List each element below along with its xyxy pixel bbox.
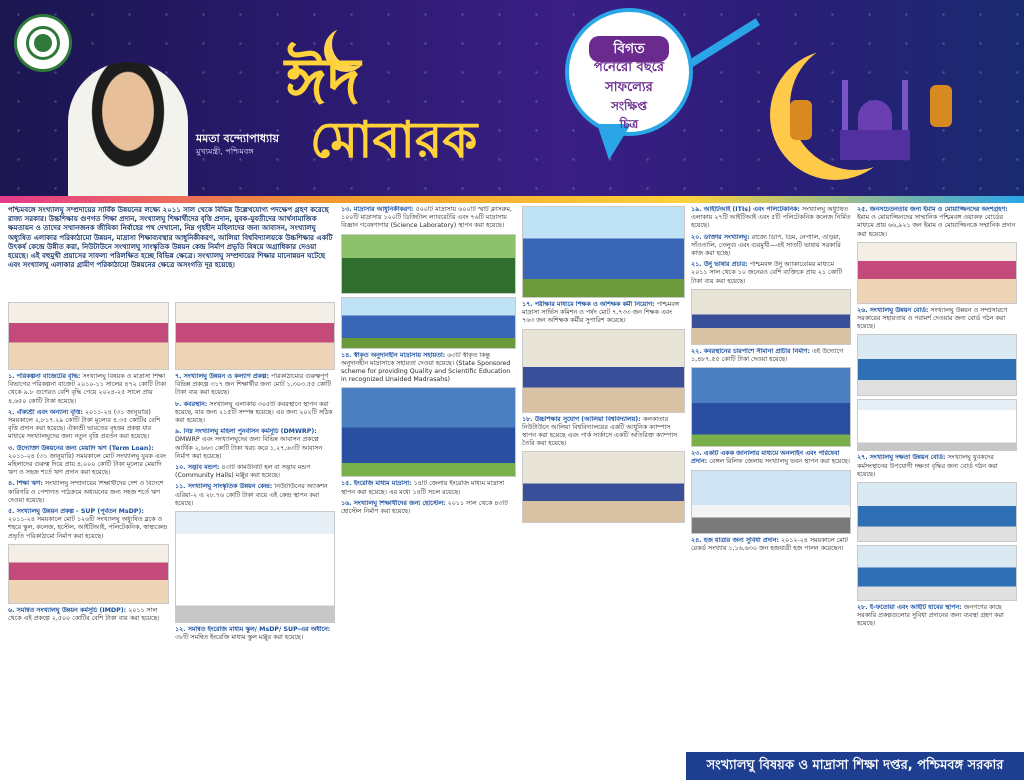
department-footer: সংখ্যালঘু বিষয়ক ও মাদ্রাসা শিক্ষা দপ্তর, পশ্চিমবঙ্গ সরকার (686, 752, 1024, 780)
article-paragraph: ৩. উদ্যোক্তা উন্নয়নের জন্য মেয়াদি ঋণ (Term Loan): ২০১১-২৪ (৩১ জানুয়ারি) সময়কালে মোট সংখ্যালঘু যুবক এবং মহিলাদের গুরুত্ব দিয়ে প্রায় ৪,০০০ কোটি টাকা মূল্যের মেয়াদি ঋণ ও সহজ শর্তে ঋণ প্রদান করা হয়েছে। (8, 444, 166, 477)
leader-name: মমতা বন্দ্যোপাধ্যায় (196, 132, 279, 145)
article-paragraph: ১২. সমন্বিত ইংরেজি মাধ্যম স্কুল/ MsDP/ SUP-এর অধীনে: ৩৮টি সমন্বিত ইংরেজি মাধ্যম স্কুল মঞ্জুর করা হয়েছে। (175, 626, 331, 642)
column-5 (691, 206, 851, 750)
bubble-line-4: সংক্ষিপ্ত (610, 99, 648, 113)
intro-block (8, 206, 335, 298)
photo-school-building (522, 206, 685, 298)
banner (0, 0, 1024, 203)
photo-students-at-desks (691, 289, 851, 345)
photo-cultural-centre-building (175, 511, 335, 623)
article-paragraph: ২০. ডাক্তার সংখ্যালঘু: রাজ্যে ডিপি, ডিম, নেপালি, ওড়িয়া, সাঁওতালি, তেলুগু এবং গুরমুখী—এই সাতটি ভাষায় সরকারি কাজ করা হচ্ছে। (691, 233, 841, 258)
greeting-line-2: মোবারক (310, 110, 478, 169)
article-paragraph: ৫. সংখ্যালঘু উন্নয়ন প্রকল্প - SUP (পূর্বতন MsDP): ২০১১-২৪ সময়কালে মোট ১২৬টি সংখ্যালঘু অধ্যুষিত ব্লকে ও শহরে স্কুল, কলেজ, হস্টেল, আইটিআই, পলিটেকনিক, স্বাস্থ্যকেন্দ্র প্রভৃতি পরিকাঠামো নির্মাণ করা হয়েছে। (8, 508, 168, 540)
bubble-line-3: সাফল্যের (605, 80, 653, 95)
article-paragraph: ২৩. একটি একক জানালার মাধ্যমে অনলাইন এবং পরিষেবা প্রদান: বেঙ্গল রিলিফ জেলায় সংখ্যালঘু ভবন স্থাপন করা হয়েছে। (691, 450, 850, 466)
banner-color-strip (0, 196, 1024, 203)
article-paragraph: ১৫. ইংরেজি মাধ্যম মাদ্রাসা: ১৪টি জেলায় ইংরেজি মাধ্যম মাদ্রাসা স্থাপন করা হয়েছে। এর মধ্যে ১৪টি সচল রয়েছে। (341, 480, 505, 496)
article-paragraph: ১৪. স্বীকৃত অনুদানহীন মাদ্রাসায় সহায়তা: ৬৩টি স্বীকৃত কিন্তু অনুদানহীন মাদ্রাসাকে সহায়তা দেওয়া হয়েছে। (State Sponsored scheme for providing Quality and Scientific Education in recognized Unaided Madrasahs) (341, 351, 511, 384)
government-emblem-icon (14, 14, 72, 72)
article-paragraph: ২৭. সংখ্যালঘু দক্ষতা উন্নয়ন বোর্ড: সংখ্যালঘু যুবকদের কর্মসংস্থানের উপযোগী দক্ষতা বৃদ্ধির জন্য বোর্ড গঠন করা হয়েছে। (857, 454, 998, 478)
leader-title: মুখ্যমন্ত্রী, পশ্চিমবঙ্গ (196, 147, 254, 156)
article-paragraph: ১৭. পরীক্ষার মাধ্যমে শিক্ষক ও অশিক্ষক কর্মী নিয়োগ: পশ্চিমবঙ্গ মাদ্রাসা সার্ভিস কমিশন ও পর্ষদ মোট ৭,৭৩৩ জন শিক্ষক এবং ৭৬৩ জন অশিক্ষক কর্মীর সুপারিশ করেছে। (522, 301, 679, 325)
column-3 (341, 206, 516, 750)
article-paragraph: ১৯. আইটিআই (ITIs) এবং পলিটেকনিক: সংখ্যালঘু অধ্যুষিত এলাকায় ২৭টি আইটিআই এবং ৫টি পলিটেকনিক কলেজ নির্মিত হয়েছে। (691, 206, 851, 230)
article-paragraph: ১৬. সংখ্যালঘু শিক্ষার্থীদের জন্য হোস্টেল: ২০১১ সাল থেকে ৪৩টি হোস্টেল নির্মাণ করা হয়েছে। (341, 499, 508, 516)
lantern-icon (790, 100, 812, 140)
emblem-core (34, 34, 52, 52)
mosque-icon (840, 100, 910, 160)
article-paragraph: ১. পরিকল্পনা বাজেটের বৃদ্ধি: সংখ্যালঘু বিষয়ক ও মাদ্রাসা শিক্ষা বিভাগের পরিকল্পনা বাজেট ২০১০-১১ সালের ৪৭২ কোটি টাকা থেকে ৯.৮ গুণেরও বেশি বৃদ্ধি পেয়ে ২০২৪-২৫ সালে প্রায় ৪,৬৫০ কোটি টাকা হয়েছে। (8, 373, 167, 405)
bubble-line-1: বিগত (589, 36, 669, 62)
article-paragraph: ৯. নিম্ন সংখ্যালঘু মহিলা পুনর্বাসন কর্মসূচি (DMWRP): DMWRP এবং সংখ্যালঘুদের জন্য বিভিন্ন আবাসন প্রকল্পে আর্থিক ২,৬৬৩ কোটি টাকা খরচ করে ১,২৭,৬৩টি আবাসন নির্মাণ করা হয়েছে। (175, 428, 323, 460)
speech-bubble (565, 8, 695, 166)
column-6 (857, 206, 1017, 750)
bubble-line-5: চিত্র (619, 117, 639, 131)
photo-madrasah-building (341, 297, 516, 349)
article-paragraph: ১০. সদ্ভাব মন্ডপ: ৪৩টি কমিউনিটি হল বা সদ্ভাব মন্ডপ (Community Halls) মঞ্জুর করা হয়েছে। (175, 464, 311, 480)
photo-meeting-women (857, 242, 1017, 304)
photo-women-group (8, 544, 169, 604)
photo-lab-students (522, 451, 685, 523)
article-paragraph: ২. ঐক্যশ্রী এবং অন্যান্য বৃত্তি: ২০১১-২৪ (৩১ জানুয়ারি) সময়কালে ২,৮১৭.২৯ কোটি টাকা মূল্যের ৪.৩৫ কোটির বেশি বৃত্তি প্রদান করা হয়েছে। ঐক্যশ্রী ভারতের বৃহত্তম প্রকল্প যার মাধ্যমে সংখ্যালঘুদের জন্য নতুন বৃত্তি প্রবর্তন করা হয়েছে। (8, 408, 161, 441)
intro-text: পশ্চিমবঙ্গে সংখ্যালঘু সম্প্রদায়ের সার্বিক উন্নয়নের লক্ষ্যে ২০১১ সাল থেকে বিভিন্ন উল্লেখযোগ্য পদক্ষেপ গ্রহণ করেছে রাজ্য সরকার। উচ্চশিক্ষায় গুণগত শিক্ষা প্রদান, সংখ্যালঘু শিক্ষার্থীদের বৃত্তি প্রদান, যুবক-যুবতীদের আর্থসামাজিক ক্ষমতায়ন ও তাদের সম্মানজনক জীবিকা নির্বাহের পথ দেখানো, নিম্ন গৃহহীন মহিলাদের জন্য আবাসন, সংখ্যালঘু অধ্যুষিত এলাকার পরিকাঠামো উন্নয়ন, মাদ্রাসা শিক্ষাব্যবস্থার আধুনিকীকরণ, আলিয়া বিশ্ববিদ্যালয়কে উচ্চশিক্ষার একটি উৎকর্ষ কেন্দ্রে উন্নীত করা, নিউটাউনে সংখ্যালঘু সাংস্কৃতিক উন্নয়ন কেন্দ্র নির্মাণ প্রভৃতি বিষয়ে অগ্রাধিকার দেওয়া হয়েছে। এই বহুমুখী প্রয়াসের সাফল্য পরিলক্ষিত হচ্ছে বিভিন্ন ক্ষেত্রে। সংখ্যালঘু সম্প্রদায়ের শিক্ষার মানোন্নয়ন ঘটেছে এবং সংখ্যালঘু এলাকার গ্রামীণ পরিকাঠামো উন্নয়নের ক্ষেত্রে অসংগতি দূর হয়েছে। (8, 206, 333, 270)
mosque-dome (858, 100, 892, 134)
article-paragraph: ৬. সমন্বিত সংখ্যালঘু উন্নয়ন কর্মসূচি (IMDP): ২০১১ সাল থেকে এই প্রকল্পে ২,৫০০ কোটির বেশি টাকা ব্যয় করা হয়েছে। (8, 606, 160, 623)
photo-hajj-pilgrims-aircraft (691, 470, 851, 534)
photo-classroom (522, 329, 685, 413)
article-paragraph: ৭. সংখ্যালঘু উন্নয়ন ও কল্যাণ প্রকল্প: পরিকাঠামোর গুরুত্বপূর্ণ বিভিন্ন প্রকল্পে ৩১৭ জন শিক্ষার্থীর জন্য মোট ১,৩০৩.৫৫ কোটি টাকা ব্যয় করা হয়েছে। (175, 373, 332, 397)
article-paragraph: ২৮. ই-ফতোয়া এবং আইটি হাবের স্থাপন: জনগণের কাছে সরকারি প্রকল্পগুলোর সুবিধা প্রদানের জন্য ব্যবস্থা গ্রহণ করা হয়েছে। (857, 604, 1004, 628)
photo-students-with-leader (8, 302, 169, 370)
photo-corridor (857, 399, 1017, 451)
article-paragraph: ১১. সংখ্যালঘু সাংস্কৃতিক উন্নয়ন কেন্দ্র: নিউটাউনের অ্যাকশন এরিয়া-২ এ ২৮.৭৬ কোটি টাকা ব্যয়ে এই কেন্দ্র স্থাপন করা হয়েছে। (175, 483, 328, 507)
photo-training-workshop (857, 482, 1017, 542)
mosque-base (840, 130, 910, 160)
photo-industrial-training (857, 545, 1017, 601)
article-paragraph: ৪. শিক্ষা ঋণ: সংখ্যালঘু সম্প্রদায়ের শিক্ষার্থীদের দেশ ও বিদেশে কারিগরি ও পেশাগত পাঠক্রমে অধ্যয়নের জন্য সহজ শর্তে ঋণ দেওয়া হয়েছে। (8, 480, 164, 504)
photo-computer-lab (857, 334, 1017, 396)
leader-portrait (68, 62, 188, 203)
article-paragraph: ২৬. সংখ্যালঘু উন্নয়ন বোর্ড: সংখ্যালঘু উন্নয়ন ও সম্প্রসারণে সরকারের সহায়তায় ও পরামর্শ দেওয়ার জন্য বোর্ড গঠন করা হয়েছে। (857, 306, 1008, 331)
article-paragraph: ১৩. মাদ্রাসার আধুনিকীকরণ: ৫০০টি মাদ্রাসায় ৬০০টি স্মার্ট ক্লাসরুম, ১০০টি মাদ্রাসায় ১০০টি ডিজিটাল ল্যাবরেটরি এবং ৭৬টি মাদ্রাসায় বিজ্ঞান গবেষণাগার (Science Laboratory) স্থাপন করা হয়েছে। (341, 206, 512, 230)
article-paragraph: ২৫. জনসচেতনতার জন্য ইমাম ও মোয়াজ্জিনদের অংশগ্রহণ: ইমাম ও মোয়াজ্জিনদের সাম্মানিক পশ্চিমবঙ্গ ওয়াকফ বোর্ডের মাধ্যমে প্রায় ৬৬,৯২১ জন ইমাম ও মোয়াজ্জিনকে সম্মানিক প্রদান করা হয়েছে। (857, 206, 1016, 238)
photo-housing-tower (691, 367, 851, 447)
photo-green-campus (341, 234, 516, 294)
article-paragraph: ২২. কবরস্থানের চারপাশে সীমানা প্রাচীর নির্মাণ: এই উদ্যোগে ১,৪৮৭.৫৫ কোটি টাকা দেওয়া হয়েছে। (691, 347, 844, 364)
article-paragraph: ১৮. উচ্চশিক্ষার সুযোগ (আলিয়া বিশ্ববিদ্যালয়): কলকাতার নিউটাউনে আলিয়া বিশ্ববিদ্যালয়ের একটি আধুনিক ক্যাম্পাস স্থাপন করা হয়েছে এবং পার্ক সার্কাসে একটি অতিরিক্ত ক্যাম্পাস তৈরি করা হয়েছে। (522, 415, 678, 448)
greeting-line-1: ঈদ (285, 44, 361, 119)
article-paragraph: ৮. কবরস্থান: সংখ্যালঘু এলাকায় ৩০৫টি কবরস্থানে স্থাপন করা হয়েছে, যার জন্য ২১৫টি সম্পন্ন হয়েছে। এর জন্য ২০২টি সঠিক করা হয়েছে। (175, 400, 333, 425)
article-paragraph: ২১. উর্দু ভাষার প্রচার: পশ্চিমবঙ্গ উর্দু অ্যাকাডেমির মাধ্যমে ২০১১ সাল থেকে ১০ জনেরও বেশি ব্যক্তিকে প্রায় ২১ কোটি টাকা ব্যয় করা হয়েছে। (691, 261, 843, 285)
photo-girls-with-certificates (175, 302, 335, 370)
article-paragraph: ২৪. হজ যাত্রার জন্য সুবিধা প্রদান: ২০১২-২৪ সময়কালে মোট রেকর্ড সংখ্যায় ১,১৬,৬৩০ জন হজযাত্রী হজ পালন করেছেন। (691, 536, 848, 552)
column-2 (175, 302, 335, 750)
column-4 (522, 206, 685, 750)
column-1 (8, 302, 169, 750)
lantern-icon (930, 85, 952, 127)
photo-english-medium-madrasah (341, 387, 516, 477)
bubble-line-2: পনেরো বছরে (594, 60, 664, 75)
